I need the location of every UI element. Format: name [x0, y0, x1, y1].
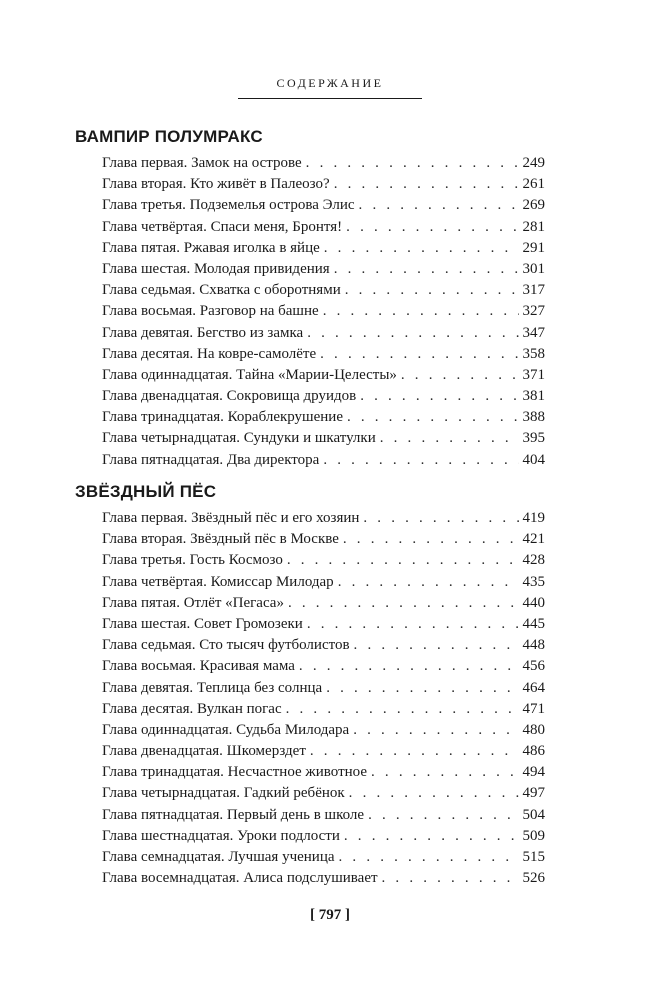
toc-entry-page: 269: [522, 197, 545, 214]
dot-leader: [326, 678, 518, 699]
toc-entry: [102, 450, 545, 471]
toc-entry: [102, 508, 545, 529]
toc-entry-title: Глава восьмая. Красивая мама: [102, 658, 295, 675]
toc-entry-title: Глава пятнадцатая. Два директора: [102, 451, 320, 468]
toc-entry-page: 381: [522, 388, 545, 405]
toc-entry-title: Глава десятая. На ковре-самолёте: [102, 345, 317, 362]
toc-entry-page: 448: [522, 637, 545, 654]
toc-entry: [102, 826, 545, 847]
toc-entry-page: 504: [522, 806, 545, 823]
page-number: [ 797 ]: [310, 907, 350, 923]
toc-entry-title: Глава четвёртая. Спаси меня, Бронтя!: [102, 218, 343, 235]
header-divider: [238, 98, 422, 99]
toc-entry: [102, 386, 545, 407]
toc-entry-title: Глава первая. Звёздный пёс и его хозяин: [102, 510, 360, 526]
toc-entry-title: Глава третья. Подземелья острова Элис: [102, 197, 355, 214]
toc-entry-page: 249: [522, 155, 545, 171]
toc-entry-title: Глава первая. Замок на острове: [102, 155, 302, 171]
toc-entry: [102, 238, 545, 259]
toc-entry: [102, 762, 545, 783]
dot-leader: [307, 614, 519, 635]
toc-entry-title: Глава восьмая. Разговор на башне: [102, 303, 319, 320]
dot-leader: [344, 826, 519, 847]
dot-leader: [363, 508, 518, 529]
toc-section-zvezdny-pes: [75, 480, 545, 889]
dot-leader: [324, 238, 519, 259]
toc-entry-title: Глава двенадцатая. Шкомерздет: [102, 743, 306, 760]
dot-leader: [288, 593, 519, 614]
dot-leader: [323, 301, 519, 322]
dot-leader: [371, 762, 518, 783]
section-title: ВАМПИР ПОЛУМРАКС: [75, 127, 263, 146]
toc-entry: [102, 301, 545, 322]
toc-entry: [102, 550, 545, 571]
toc-entry-title: Глава девятая. Бегство из замка: [102, 324, 304, 341]
dot-leader: [287, 550, 519, 571]
page-header: СОДЕРЖАНИЕ: [276, 76, 384, 90]
toc-entry-title: Глава шестая. Совет Громозеки: [102, 615, 303, 632]
toc-entry-page: 261: [522, 176, 545, 193]
toc-entry: [102, 344, 545, 365]
toc-entry-page: 428: [522, 552, 545, 569]
toc-entry: [102, 323, 545, 344]
toc-entry-title: Глава десятая. Вулкан погас: [102, 700, 282, 717]
toc-entry-title: Глава четырнадцатая. Гадкий ребёнок: [102, 785, 345, 802]
toc-entry-page: 388: [522, 409, 545, 426]
dot-leader: [339, 847, 519, 868]
toc-entry-page: 509: [522, 827, 545, 844]
toc-entry-title: Глава четырнадцатая. Сундуки и шкатулки: [102, 430, 376, 447]
toc-entry-title: Глава третья. Гость Космозо: [102, 552, 283, 569]
toc-entry: [102, 741, 545, 762]
toc-entry-page: 440: [522, 594, 545, 611]
toc-entry-title: Глава одиннадцатая. Судьба Милодара: [102, 721, 350, 738]
toc-entry-title: Глава девятая. Теплица без солнца: [102, 679, 323, 696]
toc-entry-page: 526: [522, 870, 545, 887]
dot-leader: [380, 428, 519, 449]
dot-leader: [345, 280, 519, 301]
dot-leader: [368, 805, 518, 826]
toc-entry: [102, 656, 545, 677]
toc-entry-page: 486: [522, 743, 545, 760]
toc-entry-page: 395: [522, 430, 545, 447]
dot-leader: [349, 783, 519, 804]
toc-entry: [102, 720, 545, 741]
toc-entry: [102, 365, 545, 386]
toc-entry-title: Глава пятнадцатая. Первый день в школе: [102, 806, 365, 823]
dot-leader: [347, 407, 519, 428]
toc-entry: [102, 217, 545, 238]
toc-entry-page: 497: [522, 785, 545, 802]
toc-entry-page: 301: [522, 260, 545, 277]
toc-entry-title: Глава шестнадцатая. Уроки подлости: [102, 827, 340, 844]
dot-leader: [382, 868, 519, 889]
toc-entry-page: 421: [522, 531, 545, 548]
toc-list: [102, 508, 545, 889]
toc-entry-title: Глава восемнадцатая. Алиса подслушивает: [102, 870, 378, 887]
toc-entry: [102, 868, 545, 889]
toc-entry-page: 404: [522, 451, 545, 468]
dot-leader: [299, 656, 519, 677]
toc-entry-title: Глава семнадцатая. Лучшая ученица: [102, 849, 335, 865]
dot-leader: [354, 635, 519, 656]
toc-entry: [102, 678, 545, 699]
toc-entry: [102, 572, 545, 593]
dot-leader: [323, 450, 518, 471]
toc-entry-title: Глава седьмая. Схватка с оборотнями: [102, 282, 341, 299]
toc-list: [102, 153, 545, 471]
dot-leader: [401, 365, 519, 386]
toc-section-vampir-polumraks: [75, 125, 545, 471]
toc-entry-title: Глава одиннадцатая. Тайна «Марии-Целесты»: [102, 366, 397, 383]
toc-entry-page: 281: [522, 218, 545, 235]
dot-leader: [310, 741, 519, 762]
toc-entry: [102, 635, 545, 656]
toc-entry-title: Глава вторая. Звёздный пёс в Москве: [102, 531, 339, 548]
toc-entry: [102, 259, 545, 280]
toc-entry-page: 456: [522, 658, 545, 675]
toc-entry-page: 471: [522, 700, 545, 717]
dot-leader: [306, 153, 519, 174]
toc-entry-title: Глава седьмая. Сто тысяч футболистов: [102, 637, 350, 654]
dot-leader: [346, 217, 518, 238]
toc-entry-page: 435: [522, 573, 545, 590]
toc-entry-page: 327: [522, 303, 545, 320]
toc-entry-title: Глава шестая. Молодая привидения: [102, 260, 330, 277]
toc-entry: [102, 153, 545, 174]
toc-entry-page: 358: [522, 345, 545, 362]
toc-entry-title: Глава пятая. Отлёт «Пегаса»: [102, 594, 284, 611]
toc-entry-title: Глава двенадцатая. Сокровища друидов: [102, 388, 357, 405]
dot-leader: [286, 699, 519, 720]
dot-leader: [320, 344, 518, 365]
toc-entry: [102, 280, 545, 301]
toc-entry-page: 347: [522, 324, 545, 341]
toc-entry: [102, 407, 545, 428]
toc-entry: [102, 614, 545, 635]
dot-leader: [338, 572, 519, 593]
dot-leader: [334, 259, 519, 280]
toc-entry-page: 464: [522, 679, 545, 696]
toc-entry-page: 494: [522, 764, 545, 781]
toc-entry-title: Глава тринадцатая. Кораблекрушение: [102, 409, 343, 426]
toc-entry: [102, 593, 545, 614]
toc-entry: [102, 699, 545, 720]
toc-entry-page: 480: [522, 721, 545, 738]
toc-entry-page: 371: [522, 366, 545, 383]
toc-entry: [102, 783, 545, 804]
toc-entry-title: Глава тринадцатая. Несчастное животное: [102, 764, 368, 781]
toc-entry-title: Глава вторая. Кто живёт в Палеозо?: [102, 176, 330, 193]
dot-leader: [334, 174, 519, 195]
toc-entry: [102, 805, 545, 826]
dot-leader: [353, 720, 518, 741]
toc-entry-title: Глава четвёртая. Комиссар Милодар: [102, 573, 334, 590]
toc-entry-page: 445: [522, 615, 545, 632]
section-title: ЗВЁЗДНЫЙ ПЁС: [75, 482, 217, 501]
toc-entry: [102, 428, 545, 449]
toc-entry: [102, 847, 545, 868]
toc-entry-page: 291: [522, 239, 545, 256]
toc-entry-page: 317: [522, 282, 545, 299]
dot-leader: [343, 529, 519, 550]
dot-leader: [360, 386, 518, 407]
toc-entry-title: Глава пятая. Ржавая иголка в яйце: [102, 239, 320, 256]
dot-leader: [359, 195, 519, 216]
dot-leader: [307, 323, 518, 344]
toc-entry-page: 515: [522, 849, 545, 865]
toc-entry: [102, 174, 545, 195]
toc-entry: [102, 195, 545, 216]
toc-entry: [102, 529, 545, 550]
toc-entry-page: 419: [522, 510, 545, 526]
